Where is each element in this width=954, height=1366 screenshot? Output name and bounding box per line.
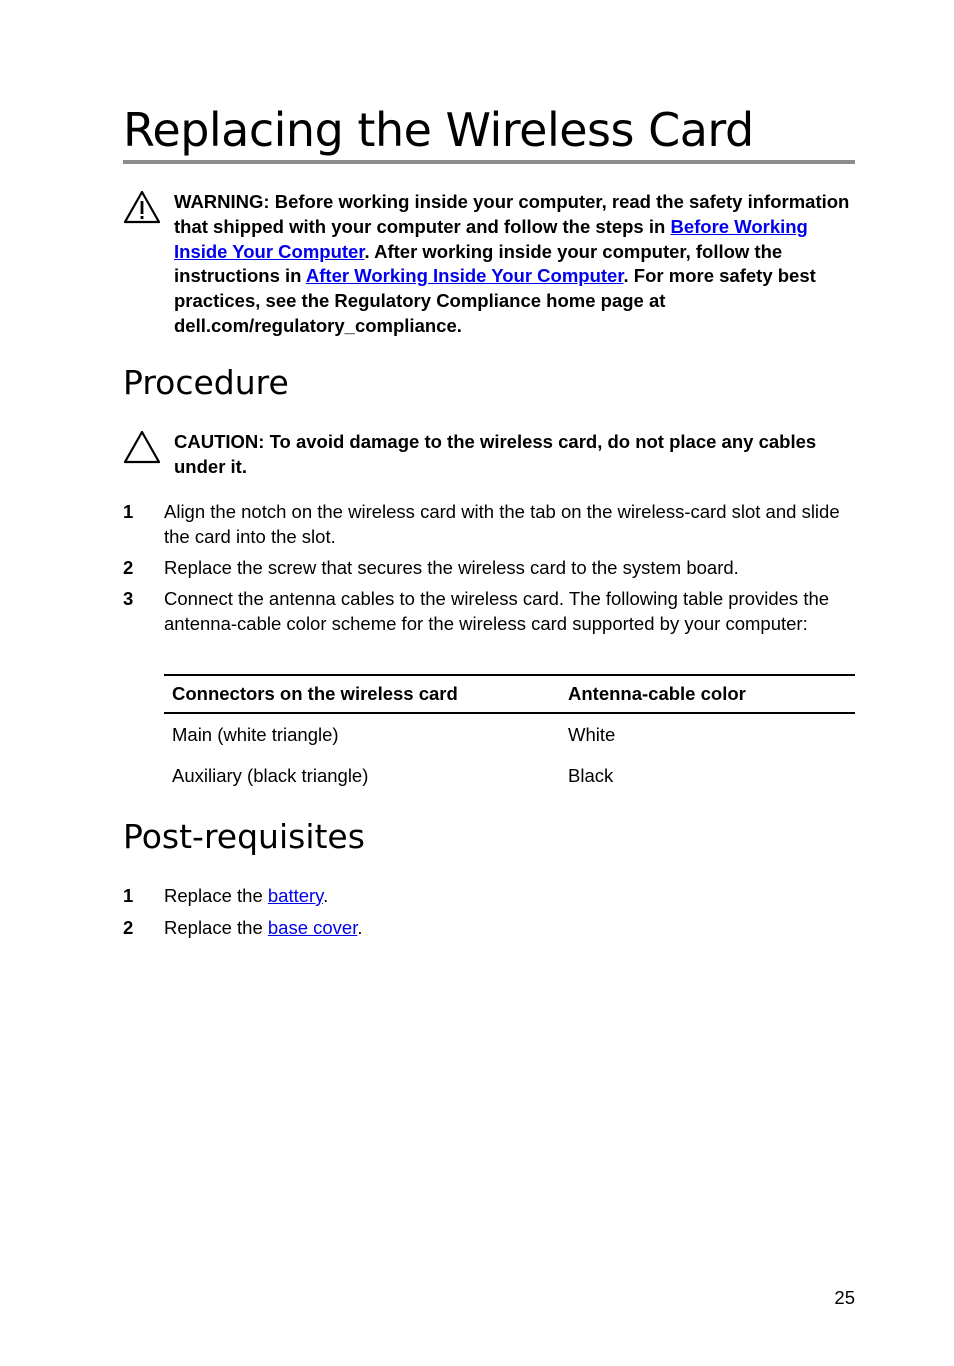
procedure-step	[123, 500, 855, 550]
warning-text-part-3: . For more safety best practices, see the Regulatory Compliance home page at dell.com/regulatory_compliance.	[174, 265, 816, 336]
table-header-row	[164, 675, 855, 713]
step-number: 1	[123, 885, 134, 906]
table-header-cell: Connectors on the wireless card	[164, 675, 560, 713]
procedure-heading: Procedure	[123, 363, 289, 402]
warning-text	[174, 190, 855, 339]
table-row	[164, 755, 855, 796]
table-cell: White	[568, 723, 616, 745]
step-text: Align the notch on the wireless card with the tab on the wireless-card slot and slide the card into the slot.	[164, 501, 840, 547]
table-cell: Auxiliary (black triangle)	[172, 764, 369, 786]
post-requisites-heading: Post-requisites	[123, 817, 365, 856]
table-cell: Main (white triangle)	[172, 723, 339, 745]
step-text: Replace the screw that secures the wireless card to the system board.	[164, 557, 739, 578]
warning-text-part-1: WARNING: Before working inside your computer, read the safety information that shipped with your computer and follow the steps in	[174, 191, 850, 237]
step-number: 1	[123, 501, 134, 522]
step-number: 2	[123, 917, 134, 938]
step-text	[164, 916, 855, 941]
post-requisite-step	[123, 916, 855, 942]
step-text-suffix: .	[357, 917, 363, 938]
title-rule	[123, 160, 855, 164]
post-requisite-step	[123, 884, 855, 910]
caution-triangle-icon	[123, 430, 161, 464]
step-text-suffix: .	[323, 885, 329, 906]
before-working-link[interactable]: Before Working Inside Your Computer	[174, 215, 808, 262]
caution-notice	[123, 430, 855, 482]
base-cover-link[interactable]: base cover	[267, 917, 358, 938]
step-text	[164, 884, 855, 909]
table-header-cell: Antenna-cable color	[560, 675, 855, 713]
procedure-step	[123, 556, 855, 582]
procedure-step	[123, 587, 855, 663]
page-number: 25	[834, 1287, 855, 1308]
warning-text-part-2: . After working inside your computer, follow the instructions in	[174, 240, 783, 287]
step-number: 3	[123, 588, 134, 609]
step-text-prefix: Replace the	[164, 917, 268, 938]
step-text: Connect the antenna cables to the wireless card. The following table provides the antenna-cable color scheme for the wireless card supported by your computer:	[164, 588, 830, 634]
step-text-prefix: Replace the	[164, 885, 268, 906]
battery-link[interactable]: battery	[267, 885, 324, 906]
warning-notice	[123, 190, 855, 340]
table-row	[164, 713, 855, 755]
table-cell: Black	[568, 764, 614, 786]
step-number: 2	[123, 557, 134, 578]
caution-text: CAUTION: To avoid damage to the wireless card, do not place any cables under it.	[174, 431, 817, 477]
page-title: Replacing the Wireless Card	[123, 103, 754, 157]
warning-triangle-icon	[123, 190, 161, 224]
after-working-link[interactable]: After Working Inside Your Computer	[305, 265, 624, 287]
antenna-cable-table	[164, 674, 855, 796]
